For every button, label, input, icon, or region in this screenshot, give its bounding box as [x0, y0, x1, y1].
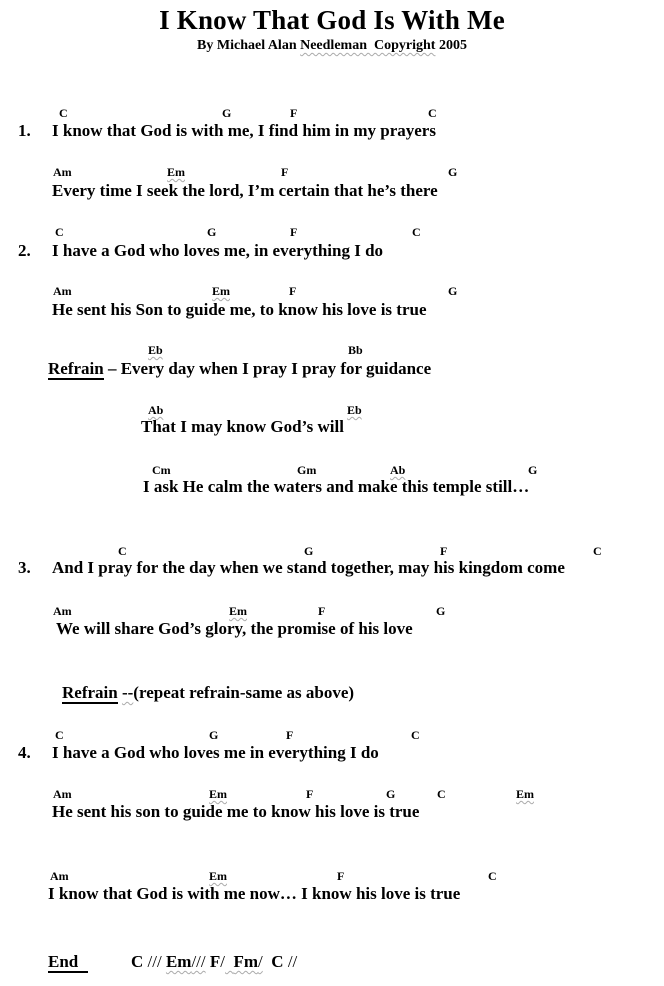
chord: Ab [148, 403, 164, 417]
lyric-line [0, 884, 664, 906]
chord: Em [212, 284, 230, 298]
end-chord: F [205, 952, 221, 971]
text-segment: We will share God’s glory, the promise of his love [56, 619, 413, 638]
text-segment: I have a God who loves me, in everything I do [52, 241, 384, 260]
slash-marks: / [258, 952, 263, 971]
end-chords-line [0, 952, 664, 974]
chord: G [448, 165, 458, 179]
slash-marks: /// [147, 952, 166, 971]
lyric-text [48, 884, 460, 904]
lyric-line [0, 417, 664, 439]
chord: Em [516, 787, 534, 801]
text-segment: He sent his Son to guide me, to know his love is true [52, 300, 427, 319]
chord: C [437, 787, 446, 801]
chord: Am [53, 165, 72, 179]
lyric-text [62, 683, 354, 703]
chord: F [289, 284, 297, 298]
chord: Em [229, 604, 247, 618]
chord: G [222, 106, 232, 120]
lyric-line [0, 802, 664, 824]
chord: Eb [347, 403, 362, 417]
verse-number: 2. [18, 241, 31, 260]
chord: G [209, 728, 219, 742]
chord: C [412, 225, 421, 239]
lyric-text [52, 121, 436, 141]
text-segment: I ask He calm the waters and make this temple still… [143, 477, 530, 496]
text-segment: – Every day when I pray I pray for guidance [103, 359, 432, 378]
lyric-text [52, 241, 383, 261]
chord: Am [53, 284, 72, 298]
lyric-text [52, 181, 438, 201]
text-segment: He sent his son to guide me to know his love is true [52, 802, 420, 821]
text-segment: Every time I seek the lord, I’m certain that he’s there [52, 181, 438, 200]
byline-spellcheck-text: Needleman Copyright [300, 38, 436, 53]
chord: F [318, 604, 326, 618]
end-label: End [48, 952, 88, 973]
text-segment [225, 952, 234, 971]
chord: F [290, 106, 298, 120]
refrain-line [0, 359, 664, 381]
slash-marks: // [287, 952, 298, 971]
end-chord: Fm [233, 952, 259, 971]
byline-text: By Michael Alan [197, 38, 301, 53]
chord: Eb [148, 343, 163, 357]
lyric-line [0, 558, 664, 580]
chord: C [55, 225, 64, 239]
text-segment: I know that God is with me now… I know his love is true [48, 884, 461, 903]
text-segment: I know that God is with me, I find him in my prayers [52, 121, 436, 140]
chord: C [59, 106, 68, 120]
refrain-label: Refrain [48, 359, 104, 378]
end-chord: C [131, 952, 148, 971]
chord: C [593, 544, 602, 558]
verse-number: 1. [18, 121, 31, 140]
chord: Em [209, 869, 227, 883]
lyric-line [0, 121, 664, 143]
lyric-text [141, 417, 344, 437]
chord: Em [209, 787, 227, 801]
lyric-line [0, 619, 664, 641]
chord: C [118, 544, 127, 558]
chord: Am [53, 787, 72, 801]
lyric-line [0, 181, 664, 203]
chord: F [337, 869, 345, 883]
chord: C [428, 106, 437, 120]
chord: G [304, 544, 314, 558]
lyric-text [52, 802, 419, 822]
chord: Am [50, 869, 69, 883]
chord: Em [167, 165, 185, 179]
chord: G [386, 787, 396, 801]
chord: Cm [152, 463, 171, 477]
chord: G [528, 463, 538, 477]
end-chord: Em [165, 952, 192, 971]
lyric-line [0, 241, 664, 263]
end-chord: C [262, 952, 288, 971]
chord: Gm [297, 463, 317, 477]
chord: C [488, 869, 497, 883]
song-title: I Know That God Is With Me [159, 5, 505, 35]
lyric-text [48, 359, 431, 379]
lyric-text [52, 300, 427, 320]
verse-number: 3. [18, 558, 31, 577]
verse-number: 4. [18, 743, 31, 762]
chord: G [436, 604, 446, 618]
chord: Ab [390, 463, 406, 477]
chord: G [448, 284, 458, 298]
chord: F [306, 787, 314, 801]
chord: C [55, 728, 64, 742]
text-segment: And I pray for the day when we stand together, may his kingdom come [52, 558, 565, 577]
lyric-line [0, 477, 664, 499]
refrain-repeat-line [0, 683, 664, 705]
chord: C [411, 728, 420, 742]
lyric-text [56, 619, 413, 639]
chord: G [207, 225, 217, 239]
chord: Am [53, 604, 72, 618]
chord: F [290, 225, 298, 239]
refrain-label: Refrain [62, 683, 118, 702]
lyric-text [131, 952, 297, 972]
text-segment: I have a God who loves me in everything I do [52, 743, 379, 762]
chord: F [440, 544, 448, 558]
chord: Bb [348, 343, 363, 357]
text-segment: -- [121, 683, 134, 702]
chord: F [281, 165, 289, 179]
slash-marks: / [220, 952, 225, 971]
byline-year: 2005 [435, 38, 467, 53]
lyric-text [52, 743, 379, 763]
lyric-text [52, 558, 565, 578]
text-segment: That I may know God’s will [141, 417, 344, 436]
lyric-line [0, 300, 664, 322]
text-segment: (repeat refrain-same as above) [133, 683, 355, 702]
byline [0, 38, 664, 55]
chord: F [286, 728, 294, 742]
slash-marks: /// [191, 952, 206, 971]
lyric-line [0, 743, 664, 765]
lyric-text [143, 477, 529, 497]
